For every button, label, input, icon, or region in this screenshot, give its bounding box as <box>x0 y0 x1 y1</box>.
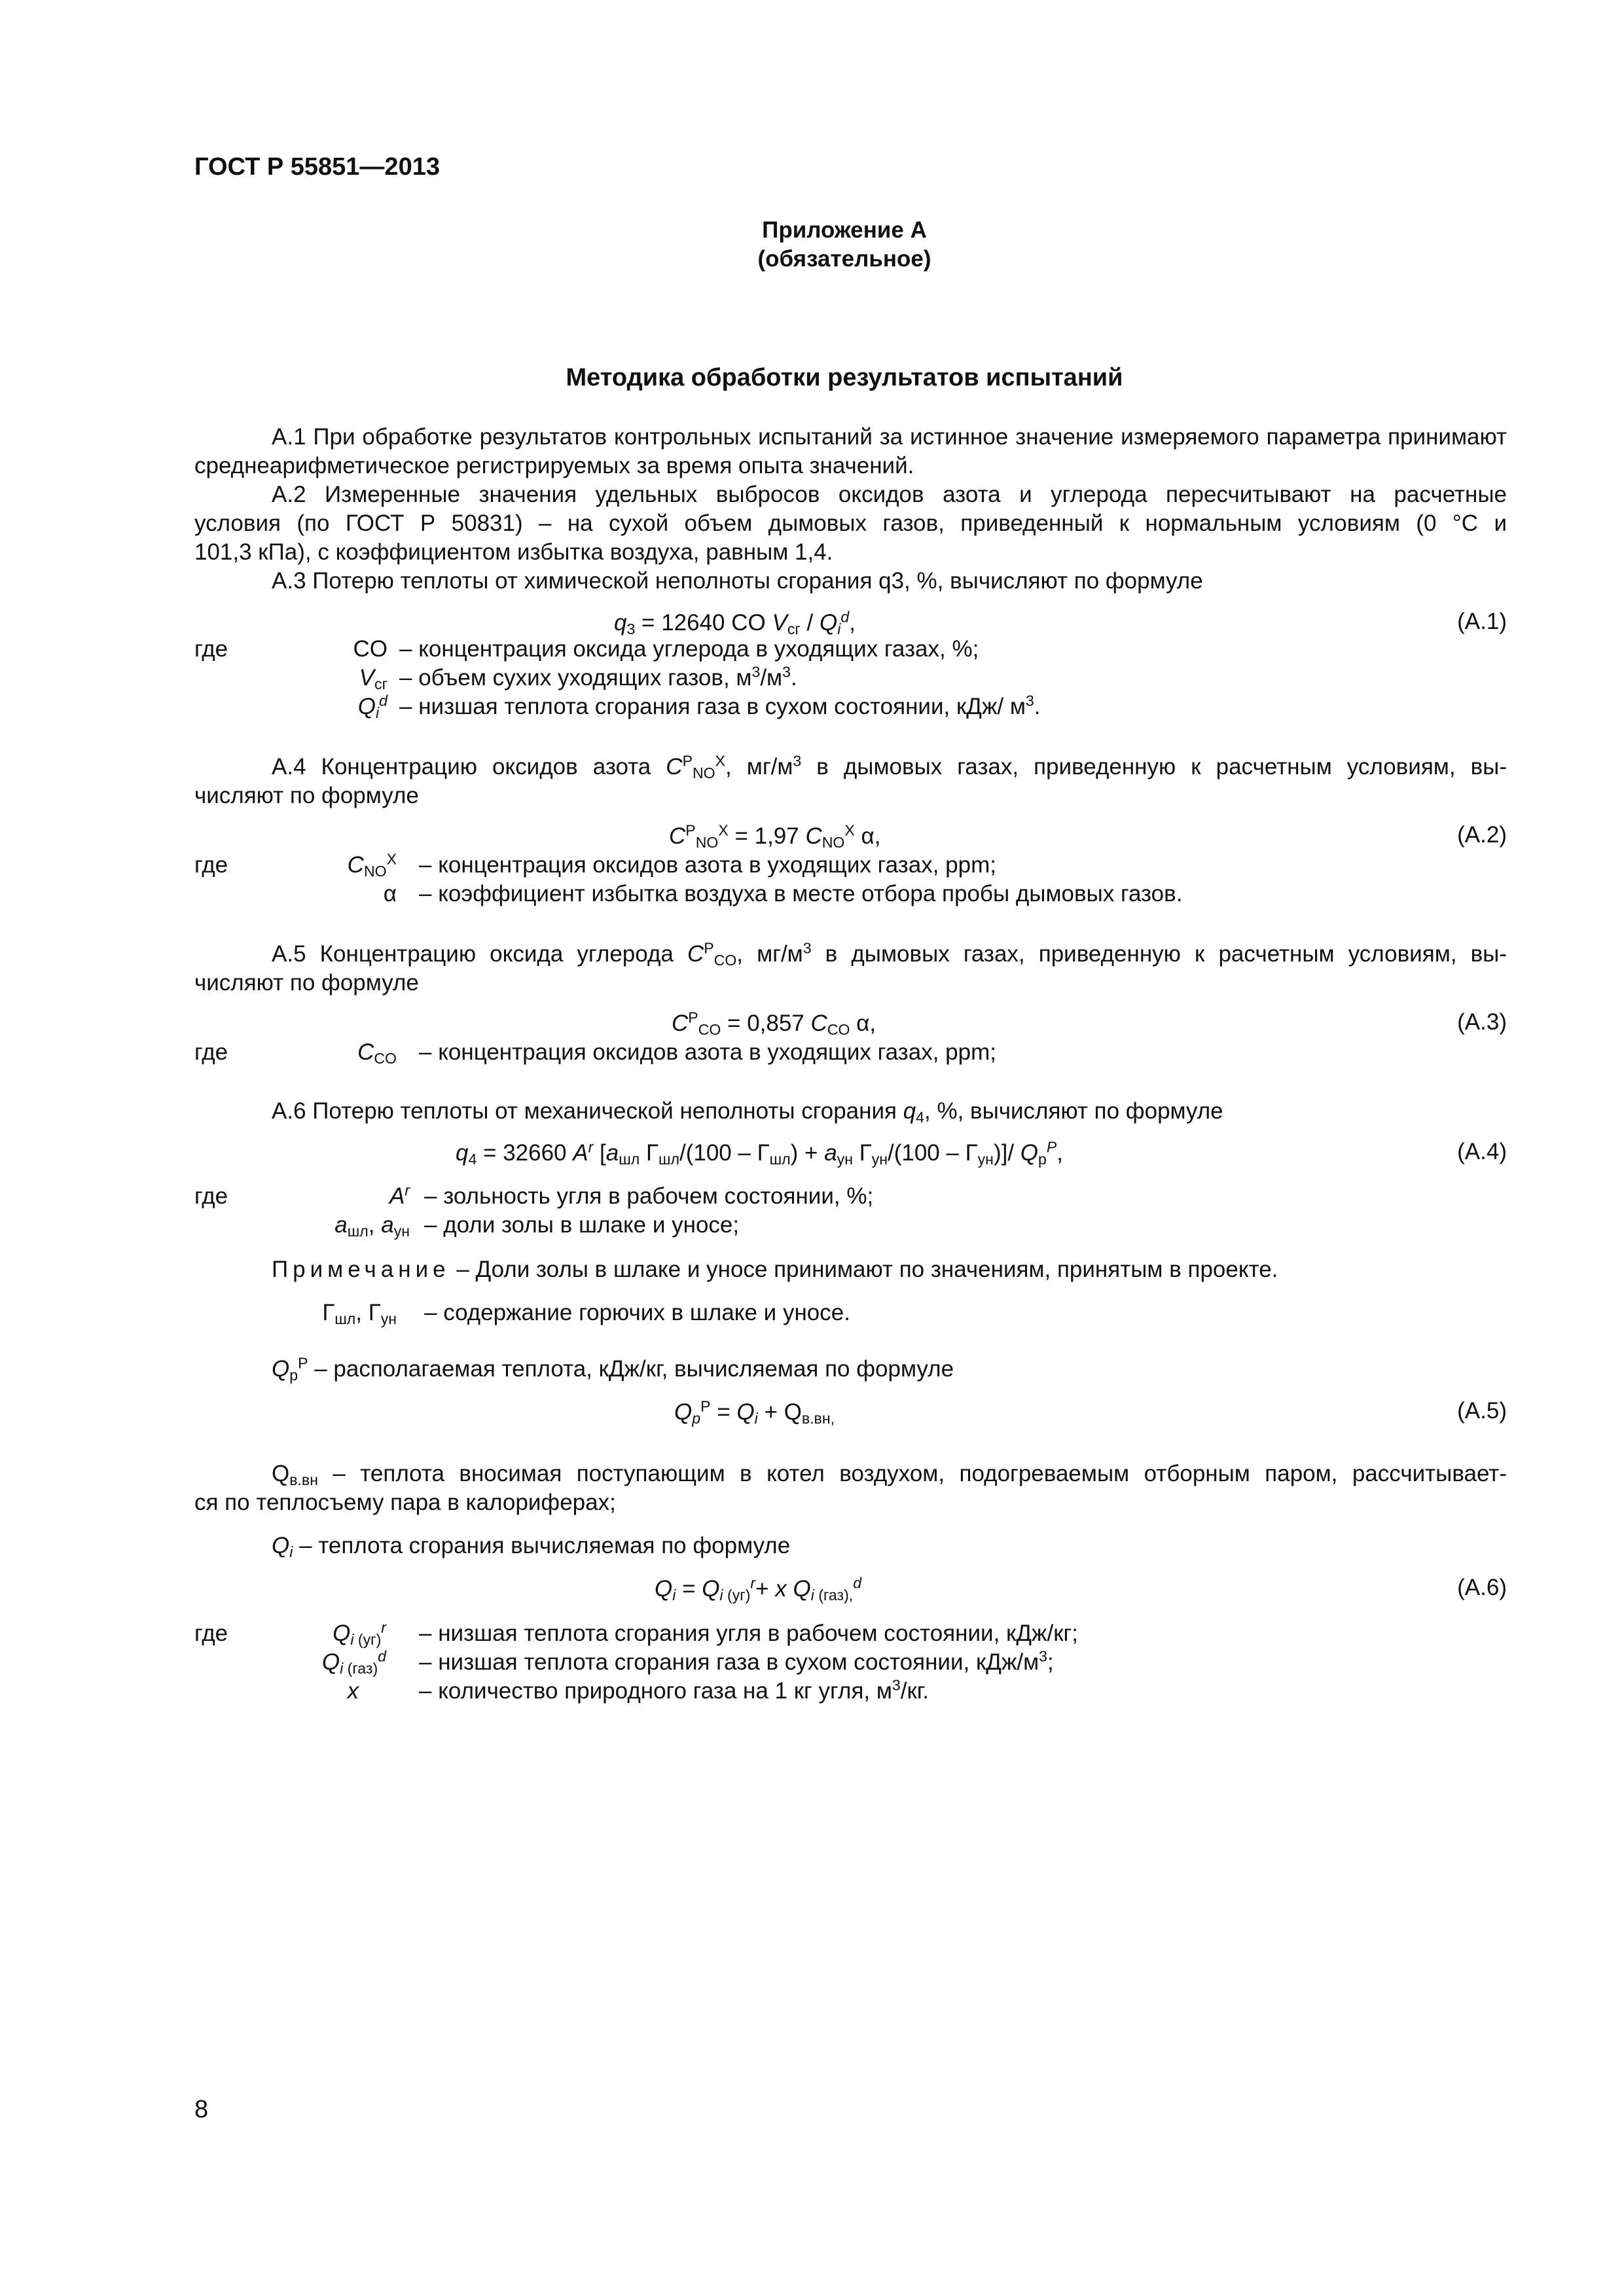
symbol-qir-ug: $Q_{i (уг)}^r$ <box>333 1619 386 1648</box>
definition-alpha: – коэффициент избытка воздуха в месте отбора пробы дымовых газов. <box>419 881 1183 906</box>
definition-cco: – концентрация оксидов азота в уходящих газах, ppm; <box>419 1039 996 1065</box>
paragraph-qi: $Q_i$ – теплота сгорания вычисляемая по формуле <box>272 1533 791 1560</box>
formula-a5: $Q_p^P = Q_i + Q_{в.вн,}$ <box>674 1397 835 1427</box>
equation-number-a6: (А.6) <box>1457 1575 1507 1600</box>
symbol-vsg: $V_{сг}$ <box>359 665 388 692</box>
paragraph-qp: $Q_p^P$ – располагаемая теплота, кДж/кг, вычисляемая по формуле <box>272 1354 954 1384</box>
where-label: где <box>194 1621 228 1646</box>
paragraph-qvvn: $Q_{в.вн}$ – теплота вносимая поступающим в котел воздухом, подогреваемым отборным паром, рассчитывает- ся по теплосъему пара в калориферах; <box>194 1461 1507 1515</box>
where-label: где <box>194 636 228 662</box>
where-label: где <box>194 1183 228 1209</box>
where-label: где <box>194 852 228 878</box>
equation-number-a4: (А.4) <box>1457 1139 1507 1164</box>
definition-qid: – низшая теплота сгорания газа в сухом состоянии, кДж/ $м^3$. <box>399 692 1041 719</box>
formula-a2: $C^P_{NO}^X = 1,97$ $C_{NO}^X$ α, <box>669 821 881 851</box>
symbol-ar: $A^r$ <box>389 1181 410 1209</box>
note-label: Примечание <box>272 1257 450 1282</box>
symbol-a-shl-un: $a_{шл}$, $a_{ун}$ <box>334 1212 410 1240</box>
paragraph-a5: А.5 Концентрацию оксида углерода $C^P_{CO}$, $мг/м^3$ в дымовых газах, приведенную к расчетным условиям, вы- числяют по формуле <box>194 939 1507 996</box>
formula-a4: $q_4 = 32660$ $A^r$ [$a_{шл}$ $Г_{шл}/(100 - Г_{шл}) + a_{ун}$ $Г_{ун}/(100 - Г_{ун})]/$ $Q_p^P$, <box>456 1138 1063 1168</box>
symbol-g-shl-un: $Г_{шл}$, $Г_{ун}$ <box>322 1300 397 1327</box>
document-header: ГОСТ Р 55851—2013 <box>194 153 440 181</box>
definition-qid-gaz: – низшая теплота сгорания газа в сухом состоянии, кДж/$м^3$; <box>419 1647 1054 1675</box>
equation-number-a5: (А.5) <box>1457 1398 1507 1424</box>
appendix-status: (обязательное) <box>757 246 931 272</box>
symbol-x: x <box>347 1678 359 1704</box>
section-title: Методика обработки результатов испытаний <box>566 364 1123 391</box>
where-label: где <box>194 1039 228 1065</box>
definition-g-shl-un: – содержание горючих в шлаке и уносе. <box>424 1300 850 1325</box>
definition-vsg: – объем сухих уходящих газов, $м^3/м^3$. <box>399 663 797 691</box>
definition-x: – количество природного газа на 1 кг угля, $м^3/кг$. <box>419 1676 929 1704</box>
symbol-cnox: $C_{NO}^X$ <box>347 850 397 880</box>
paragraph-a3: А.3 Потерю теплоты от химической неполноты сгорания q3, %, вычисляют по формуле <box>272 568 1203 594</box>
formula-a3: $C^P_{CO} = 0,857$ $C_{CO}$ α, <box>672 1009 876 1038</box>
definition-ar: – зольность угля в рабочем состоянии, %; <box>424 1183 874 1209</box>
symbol-qid-gaz: $Q_{i (газ)}^d$ <box>321 1647 386 1677</box>
symbol-co: CO <box>353 636 388 662</box>
note <box>272 1255 1278 1284</box>
equation-number-a3: (А.3) <box>1457 1009 1507 1035</box>
definition-qir-ug: – низшая теплота сгорания угля в рабочем состоянии, кДж/кг; <box>419 1621 1079 1646</box>
symbol-qid: $Q_i^d$ <box>357 692 388 721</box>
paragraph-a4: А.4 Концентрацию оксидов азота $C^P_{NO}^X$, $мг/м^3$ в дымовых газах, приведенную к расчетным условиям, вы- числяют по формуле <box>194 752 1507 808</box>
definition-cnox: – концентрация оксидов азота в уходящих газах, ppm; <box>419 852 996 878</box>
paragraph-a2: А.2 Измеренные значения удельных выбросов оксидов азота и углерода пересчитывают на расчетные условия (по ГОСТ Р 50831) – на сухой объем дымовых газов, приведенный к нормальным условиям (0 °С и 101,3 кПа), с коэффициентом избытка воздуха, равным 1,4. <box>194 482 1507 565</box>
formula-a1: $q_3 = 12640$ CO $V_{сг} / Q_i^d$, <box>614 608 856 637</box>
symbol-alpha: α <box>383 881 397 906</box>
paragraph-a1: А.1 При обработке результатов контрольных испытаний за истинное значение измеряемого параметра принимают среднеарифметическое регистрируемых за время опыта значений. <box>194 424 1507 478</box>
definition-a-shl-un: – доли золы в шлаке и уносе; <box>424 1212 740 1238</box>
symbol-cco: $C_{CO}$ <box>357 1039 397 1067</box>
paragraph-a6: А.6 Потерю теплоты от механической неполноты сгорания $q_4$, %, вычисляют по формуле <box>272 1098 1223 1126</box>
definition-co: – концентрация оксида углерода в уходящих газах, %; <box>399 636 979 662</box>
page-number: 8 <box>194 2096 209 2123</box>
equation-number-a1: (А.1) <box>1457 609 1507 634</box>
formula-a6: $Q_i = Q_{i (уг)}^r+ x$ $Q_{i (газ),}^d$ <box>655 1574 862 1604</box>
note-text: – Доли золы в шлаке и уносе принимают по значениям, принятым в проекте. <box>456 1257 1278 1282</box>
appendix-title: Приложение А <box>762 217 927 243</box>
equation-number-a2: (А.2) <box>1457 822 1507 848</box>
